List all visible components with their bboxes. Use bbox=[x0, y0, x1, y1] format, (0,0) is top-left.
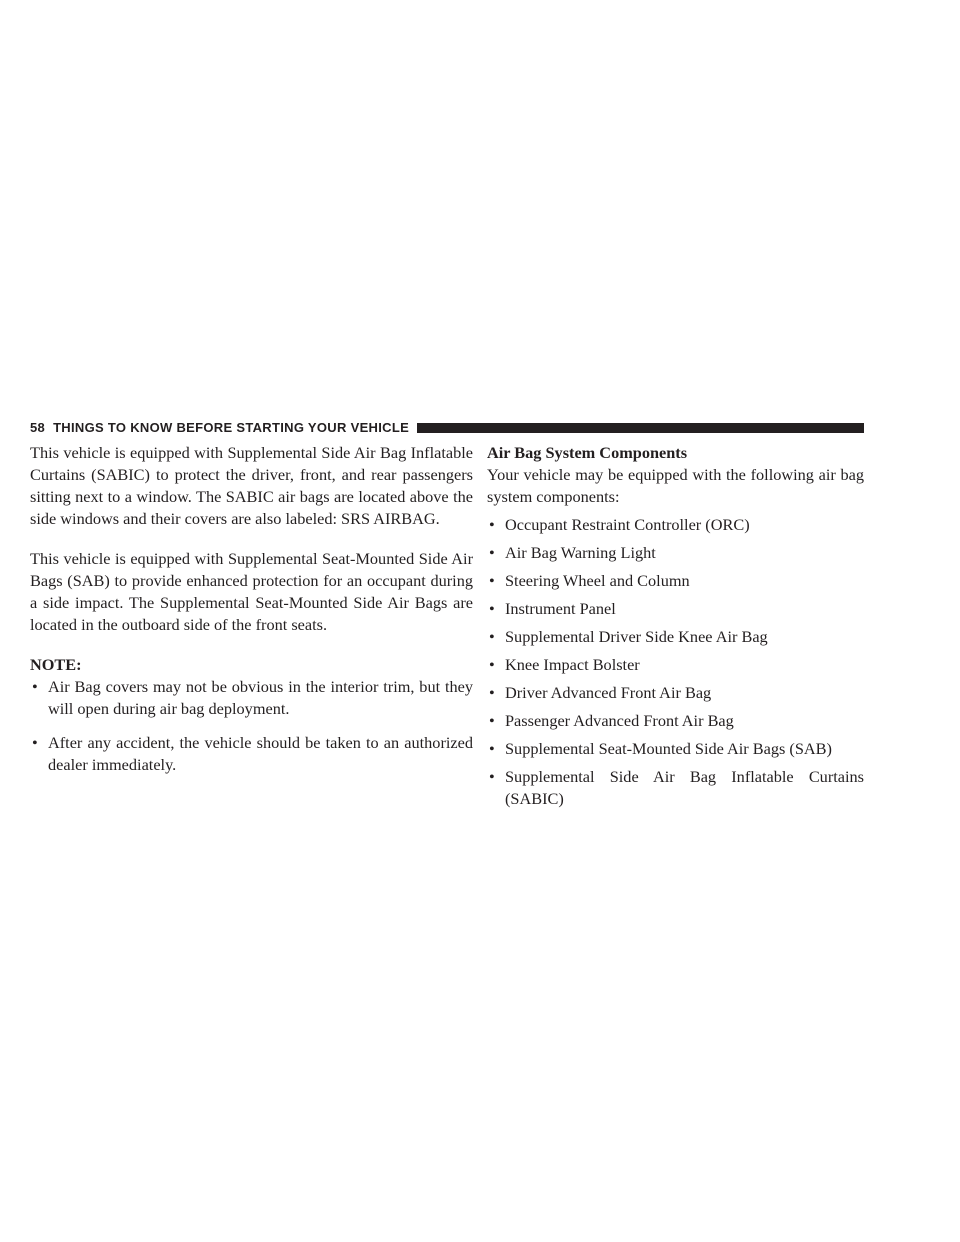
list-item-text: Occupant Restraint Controller (ORC) bbox=[505, 515, 750, 534]
section-intro: Your vehicle may be equipped with the following air bag system components: bbox=[487, 465, 864, 506]
bullet-icon: • bbox=[489, 655, 495, 674]
list-item bbox=[487, 570, 864, 592]
bullet-icon: • bbox=[489, 627, 495, 646]
note-item bbox=[30, 732, 473, 776]
list-item bbox=[487, 766, 864, 810]
note-list bbox=[30, 676, 473, 776]
list-item bbox=[487, 654, 864, 676]
bullet-icon: • bbox=[489, 683, 495, 702]
components-list bbox=[487, 514, 864, 810]
list-item bbox=[487, 738, 864, 760]
list-item-text: Steering Wheel and Column bbox=[505, 571, 690, 590]
list-item-text: Driver Advanced Front Air Bag bbox=[505, 683, 712, 702]
list-item bbox=[487, 682, 864, 704]
list-item-text: Passenger Advanced Front Air Bag bbox=[505, 711, 734, 730]
bullet-icon: • bbox=[489, 711, 495, 730]
list-item-text: Air Bag Warning Light bbox=[505, 543, 656, 562]
list-item bbox=[487, 710, 864, 732]
note-label: NOTE: bbox=[30, 655, 82, 674]
list-item bbox=[487, 626, 864, 648]
list-item-text: Supplemental Side Air Bag Inflatable Curtains (SABIC) bbox=[505, 767, 864, 808]
page-number: 58 bbox=[30, 419, 46, 435]
right-column bbox=[487, 442, 864, 816]
list-item-text: Supplemental Seat-Mounted Side Air Bags (SAB) bbox=[505, 739, 832, 758]
note-item-text: Air Bag covers may not be obvious in the interior trim, but they will open during air bag deployment. bbox=[48, 677, 473, 718]
section-title: Air Bag System Components bbox=[487, 443, 688, 462]
bullet-icon: • bbox=[32, 677, 38, 696]
bullet-icon: • bbox=[489, 739, 495, 758]
paragraph-sabic: This vehicle is equipped with Supplemental Side Air Bag Inflatable Curtains (SABIC) to protect the driver, front, and rear passengers sitting next to a window. The SABIC air bags are located above the side windows and their covers are also labeled: SRS AIRBAG. bbox=[30, 443, 473, 528]
list-item bbox=[487, 542, 864, 564]
left-column bbox=[30, 442, 473, 788]
list-item bbox=[487, 514, 864, 536]
bullet-icon: • bbox=[489, 599, 495, 618]
list-item-text: Knee Impact Bolster bbox=[505, 655, 640, 674]
list-item bbox=[487, 598, 864, 620]
bullet-icon: • bbox=[489, 515, 495, 534]
bullet-icon: • bbox=[489, 571, 495, 590]
note-item-text: After any accident, the vehicle should be taken to an authorized dealer immediately. bbox=[48, 733, 473, 774]
bullet-icon: • bbox=[489, 767, 495, 786]
paragraph-sab: This vehicle is equipped with Supplemental Seat-Mounted Side Air Bags (SAB) to provide enhanced protection for an occupant during a side impact. The Supplemental Seat-Mounted Side Air Bags are located in the outboard side of the front seats. bbox=[30, 549, 473, 634]
bullet-icon: • bbox=[489, 543, 495, 562]
page-header bbox=[30, 416, 864, 438]
list-item-text: Supplemental Driver Side Knee Air Bag bbox=[505, 627, 768, 646]
list-item-text: Instrument Panel bbox=[505, 599, 616, 618]
header-rule bbox=[417, 423, 864, 433]
note-item bbox=[30, 676, 473, 720]
bullet-icon: • bbox=[32, 733, 38, 752]
section-header-title: THINGS TO KNOW BEFORE STARTING YOUR VEHICLE bbox=[53, 419, 410, 435]
